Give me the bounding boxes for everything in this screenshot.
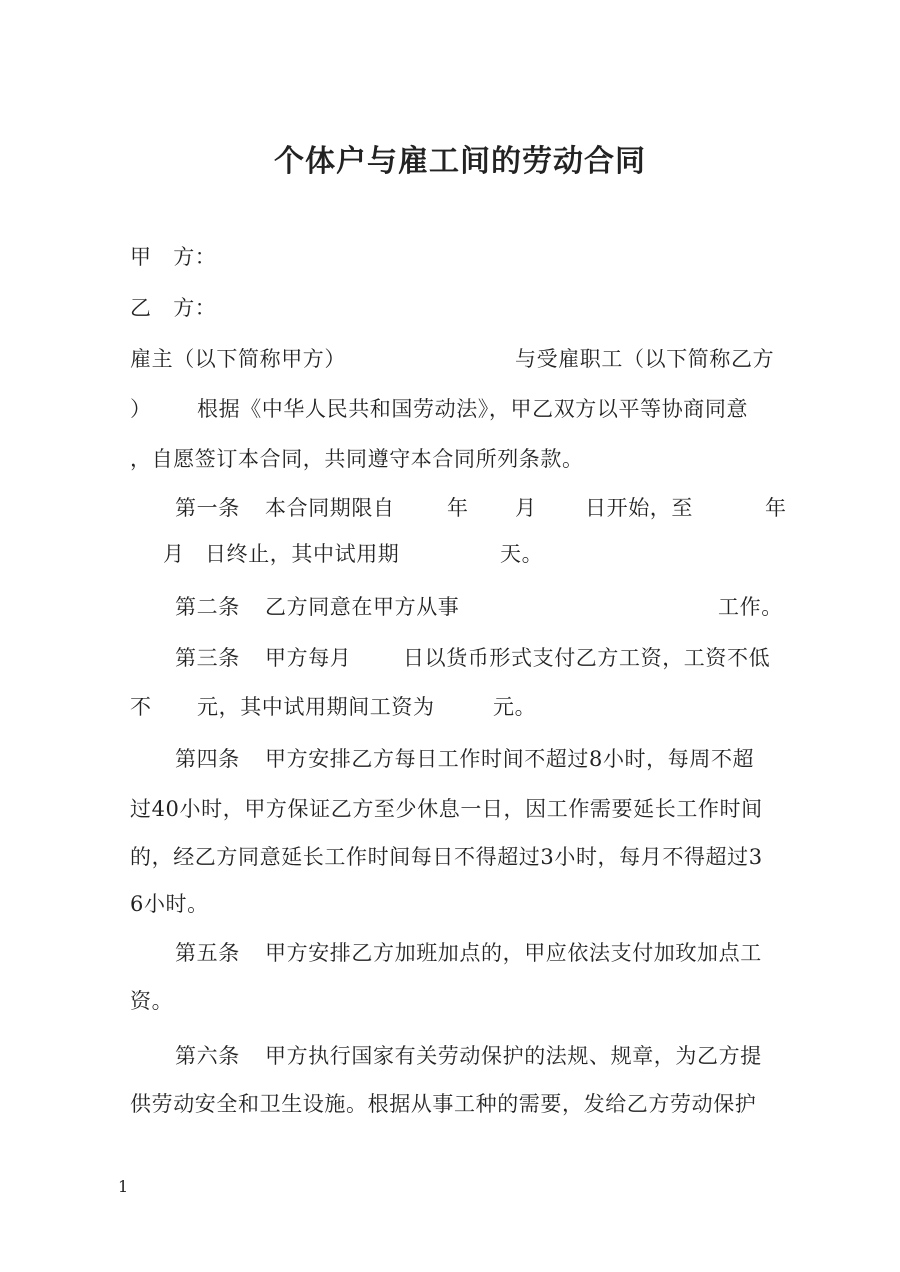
article-6-text: 供劳动安全和卫生设施。根据从事工种的需要，发给乙方劳动保护 [130,1092,757,1116]
article-1-text: 本合同期限自 [265,496,395,520]
preamble-text: 根据《中华人民共和国劳动法》，甲乙双方以平等协商同意 [197,397,749,421]
article-3-text: 日以货币形式支付乙方工资，工资不低 [403,646,771,670]
article-1-text: 日开始，至 [585,496,693,520]
page-number: 1 [118,1177,129,1196]
article-3-label: 第三条 [175,646,240,670]
article-2-label: 第二条 [175,595,240,619]
article-1-label: 第一条 [175,496,240,520]
preamble-text: ） [130,397,152,421]
article-4-text: 6小时。 [130,892,209,916]
article-4-text: 甲方安排乙方每日工作时间不超过8小时，每周不超 [265,747,755,771]
article-4-text: 的，经乙方同意延长工作时间每日不得超过3小时，每月不得超过3 [130,845,763,869]
article-3-text: 元。 [493,695,537,719]
article-4-text: 过40小时，甲方保证乙方至少休息一日，因工作需要延长工作时间 [130,797,763,821]
article-2-text: 工作。 [718,595,783,619]
preamble-text: 雇主（以下简称甲方） [130,347,346,371]
article-3-text: 元，其中试用期间工资为 [197,695,435,719]
article-5-text: 资。 [130,989,174,1013]
article-1-text: 月 [163,542,185,566]
article-1-text: 天。 [500,542,544,566]
preamble-text: 与受雇职工（以下简称乙方 [515,347,775,371]
party-b-label: 乙 方： [130,296,217,320]
article-2-text: 乙方同意在甲方从事 [265,595,460,619]
article-1-text: 年 [447,496,469,520]
article-6-label: 第六条 [175,1044,240,1068]
article-6-text: 甲方执行国家有关劳动保护的法规、规章，为乙方提 [265,1044,762,1068]
article-1-text: 日终止，其中试用期 [205,542,400,566]
document-title: 个体户与雇工间的劳动合同 [274,144,646,179]
article-1-text: 年 [765,496,787,520]
article-1-text: 月 [515,496,537,520]
party-a-label: 甲 方： [130,245,217,269]
article-3-text: 不 [130,695,152,719]
article-4-label: 第四条 [175,747,240,771]
article-5-label: 第五条 [175,941,240,965]
article-3-text: 甲方每月 [265,646,352,670]
article-5-text: 甲方安排乙方加班加点的，甲应依法支付加玫加点工 [265,941,762,965]
preamble-text: ，自愿签订本合同，共同遵守本合同所列条款。 [130,447,584,471]
